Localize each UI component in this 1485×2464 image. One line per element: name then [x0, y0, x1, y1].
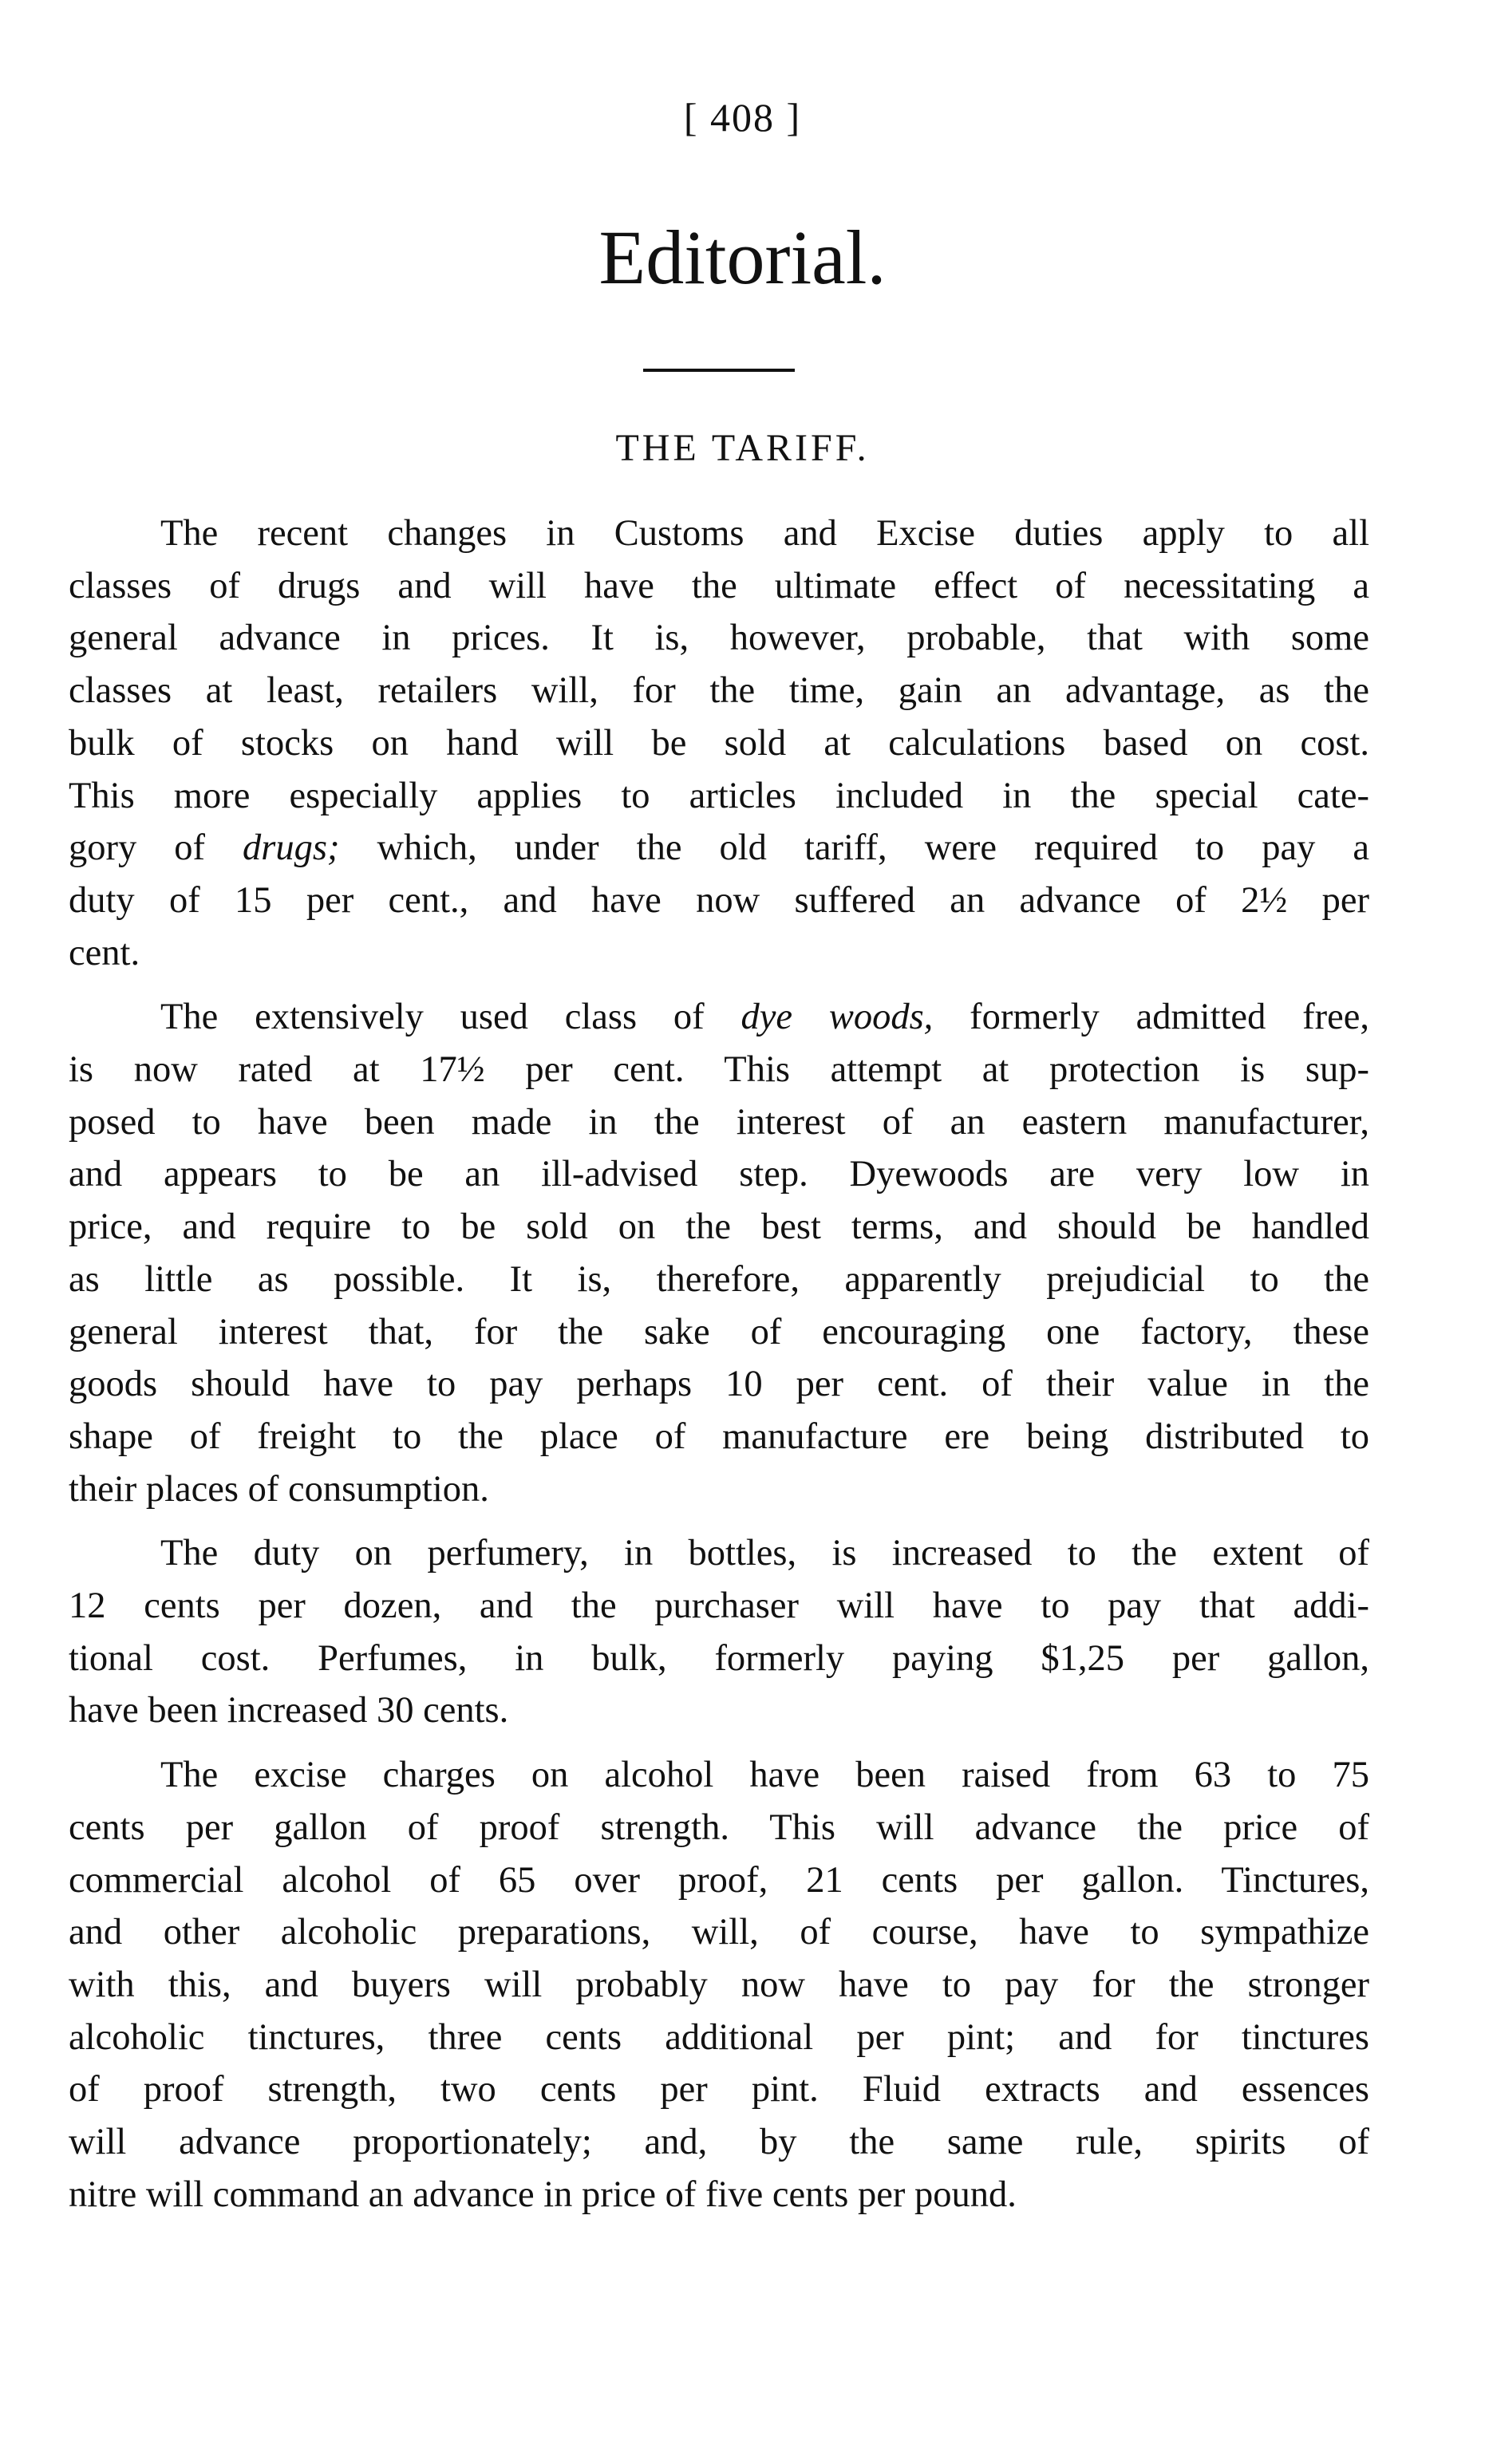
text-run: bulk of stocks on hand will be sold at calculations based on cost.: [69, 722, 1369, 764]
text-run: The duty on perfumery, in bottles, is increased to the extent of: [160, 1533, 1369, 1574]
text-run: of proof strength, two cents per pint. Fluid extracts and essences: [69, 2069, 1369, 2111]
text-line: [69, 717, 1369, 770]
italic-term: drugs;: [243, 827, 340, 869]
text-run: cents per gallon of proof strength. This will advance the price of: [69, 1807, 1369, 1848]
text-line: [69, 2116, 1369, 2169]
text-line: [69, 560, 1369, 613]
text-line: [69, 1096, 1369, 1149]
text-line: [69, 1463, 1369, 1516]
text-run: general advance in prices. It is, however, probable, that with some: [69, 618, 1369, 659]
text-line: [69, 822, 1369, 875]
text-run: shape of freight to the place of manufacture ere being distributed to: [69, 1416, 1369, 1457]
text-run: with this, and buyers will probably now have to pay for the stronger: [69, 1964, 1369, 2005]
paragraph: [69, 991, 1369, 1515]
text-line: [69, 1749, 1369, 1802]
text-run: commercial alcohol of 65 over proof, 21 cents per gallon. Tinctures,: [69, 1859, 1369, 1901]
text-run: 12 cents per dozen, and the purchaser will have to pay that addi-: [69, 1585, 1369, 1627]
text-run: This more especially applies to articles included in the special cate-: [69, 775, 1369, 816]
text-run: duty of 15 per cent., and have now suffered an advance of 2½ per: [69, 879, 1369, 921]
text-line: [69, 770, 1369, 823]
text-run: cent.: [69, 932, 140, 973]
text-run: The extensively used class of: [160, 997, 741, 1038]
text-line: [69, 1148, 1369, 1201]
text-line: [69, 875, 1369, 927]
text-line: [69, 612, 1369, 665]
text-line: [69, 1254, 1369, 1306]
text-line: [69, 1959, 1369, 2012]
text-run: and appears to be an ill-advised step. Dyewoods are very low in: [69, 1154, 1369, 1195]
italic-term: dye woods,: [741, 997, 934, 1038]
text-line: [69, 2063, 1369, 2116]
text-run: The excise charges on alcohol have been raised from 63 to 75: [160, 1755, 1369, 1796]
text-line: [69, 1358, 1369, 1411]
text-run: tional cost. Perfumes, in bulk, formerly paying $1,25 per gallon,: [69, 1637, 1369, 1679]
text-line: [69, 1527, 1369, 1580]
text-line: [69, 927, 1369, 980]
text-line: [69, 1044, 1369, 1096]
text-line: [69, 2169, 1369, 2221]
article-body: [69, 507, 1369, 2233]
text-line: [69, 1684, 1369, 1737]
text-line: [69, 2012, 1369, 2064]
title-rule-divider: [643, 369, 795, 372]
paragraph: [69, 507, 1369, 979]
text-line: [69, 1306, 1369, 1359]
paragraph: [69, 1527, 1369, 1737]
text-run: and other alcoholic preparations, will, of course, have to sympathize: [69, 1912, 1369, 1953]
text-line: [69, 1906, 1369, 1959]
text-line: [69, 507, 1369, 560]
text-run: alcoholic tinctures, three cents additional per pint; and for tinctures: [69, 2016, 1369, 2058]
text-run: goods should have to pay perhaps 10 per cent. of their value in the: [69, 1364, 1369, 1405]
text-run: nitre will command an advance in price of five cents per pound.: [69, 2174, 1017, 2215]
text-run: which, under the old tariff, were required to pay a: [339, 827, 1369, 869]
text-line: [69, 1854, 1369, 1907]
text-run: price, and require to be sold on the best terms, and should be handled: [69, 1206, 1369, 1248]
page-number: [ 408 ]: [683, 95, 802, 140]
text-run: is now rated at 17½ per cent. This attempt at protection is sup-: [69, 1049, 1369, 1091]
text-run: formerly admitted free,: [933, 997, 1370, 1038]
text-line: [69, 665, 1369, 717]
text-run: gory of: [69, 827, 243, 869]
text-run: as little as possible. It is, therefore, apparently prejudicial to the: [69, 1258, 1369, 1300]
text-run: have been increased 30 cents.: [69, 1690, 509, 1732]
text-line: [69, 1802, 1369, 1854]
text-line: [69, 1580, 1369, 1633]
text-line: [69, 1411, 1369, 1463]
text-run: classes at least, retailers will, for the time, gain an advantage, as the: [69, 670, 1369, 712]
section-heading: THE TARIFF.: [615, 427, 870, 469]
text-run: will advance proportionately; and, by the same rule, spirits of: [69, 2122, 1369, 2163]
paragraph: [69, 1749, 1369, 2221]
page-title: Editorial.: [598, 215, 887, 300]
text-line: [69, 991, 1369, 1044]
text-run: posed to have been made in the interest of an eastern manufacturer,: [69, 1101, 1369, 1143]
text-run: classes of drugs and will have the ultimate effect of necessitating a: [69, 565, 1369, 606]
text-line: [69, 1201, 1369, 1254]
text-run: their places of consumption.: [69, 1468, 489, 1510]
text-line: [69, 1633, 1369, 1685]
text-run: general interest that, for the sake of encouraging one factory, these: [69, 1311, 1369, 1352]
text-run: The recent changes in Customs and Excise duties apply to all: [160, 513, 1369, 554]
